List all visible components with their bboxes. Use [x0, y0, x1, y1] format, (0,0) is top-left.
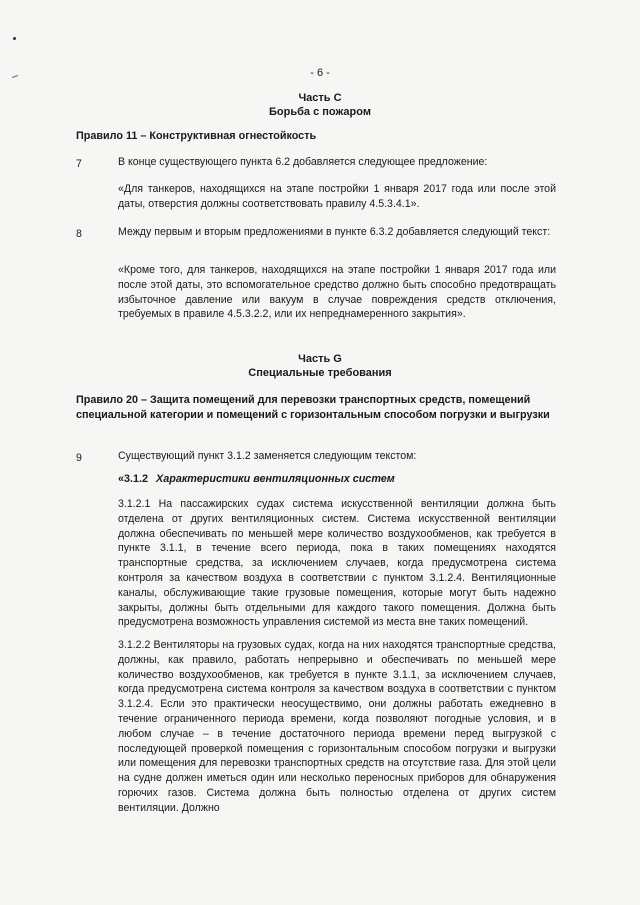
item-7-quote: «Для танкеров, находящихся на этапе постройки 1 января 2017 года или после этой даты, отверстия должны соответствовать правилу 4.5.3.4.1». [118, 183, 556, 210]
section-title-text: Характеристики вентиляционных систем [156, 473, 395, 485]
section-title [118, 472, 556, 487]
page-number: - 6 - [310, 67, 330, 79]
paragraph-3-1-2-2: 3.1.2.2 Вентиляторы на грузовых судах, когда на них находятся транспортные средства, должны, как правило, работать непрерывно и обеспечивать по меньшей мере количество воздухообменов, как требуется в пункте 3.1.1, за исключением случаев, когда предусмотрена система контроля за качеством воздуха в соответствии с пунктом 3.1.2.4. Если это практически неосуществимо, они должны работать ежедневно в течение ограниченного периода времени, когда позволяют погодные условия, и в любом случае – в течение достаточного периода времени перед выгрузкой с последующей проверкой помещения с горизонтальным способом погрузки и выгрузки или помещения для перевозки транспортных средств на отсутствие газа. Для этой цели на судне должен иметься один или несколько переносных приборов для обнаружения горючих газов. Система должна быть полностью отделена от других систем вентиляции. Должно [118, 639, 556, 814]
item-8-quote: «Кроме того, для танкеров, находящихся на этапе постройки 1 января 2017 года или после этой даты, это вспомогательное средство должно быть способно предотвращать избыточное давление или вакуум в случае повреждения средств отключения, требуемых в правиле 4.5.3.2.2, или их непреднамеренного закрытия». [118, 264, 556, 321]
part-c-title: Часть C [298, 92, 342, 104]
item-7-text: В конце существующего пункта 6.2 добавляется следующее предложение: [118, 156, 488, 168]
rule-11-heading: Правило 11 – Конструктивная огнестойкость [76, 130, 317, 142]
part-g-title: Часть G [298, 353, 342, 365]
item-number: 7 [76, 158, 82, 170]
item-number: 8 [76, 228, 82, 240]
rule-20-heading: Правило 20 – Защита помещений для перевозки транспортных средств, помещений специальной категории и помещений с горизонтальным способом погрузки и выгрузки [76, 394, 550, 421]
item-8-text: Между первым и вторым предложениями в пункте 6.3.2 добавляется следующий текст: [118, 226, 551, 238]
item-number: 9 [76, 452, 82, 464]
item-9-text: Существующий пункт 3.1.2 заменяется следующим текстом: [118, 450, 417, 462]
scan-mark [13, 37, 16, 40]
section-number: «3.1.2 [118, 473, 149, 485]
paragraph-3-1-2-1: 3.1.2.1 На пассажирских судах система искусственной вентиляции должна быть отделена от других вентиляционных систем. Система искусственной вентиляции должна обеспечивать по меньшей мере количество воздухообменов, как требуется в пункте 3.1.1, в течение всего периода, пока в таких помещениях находятся транспортные средства, за исключением случаев, когда предусмотрена система контроля за качеством воздуха в соответствии с пунктом 3.1.2.4. Вентиляционные каналы, обслуживающие такие грузовые помещения, которые могут быть надежно закрыты, должны быть отдельными для каждого такого помещения. Должна быть предусмотрена возможность управления системой из места вне таких помещений. [118, 498, 556, 629]
part-c-subtitle: Борьба с пожаром [269, 106, 371, 118]
part-g-subtitle: Специальные требования [248, 367, 392, 379]
